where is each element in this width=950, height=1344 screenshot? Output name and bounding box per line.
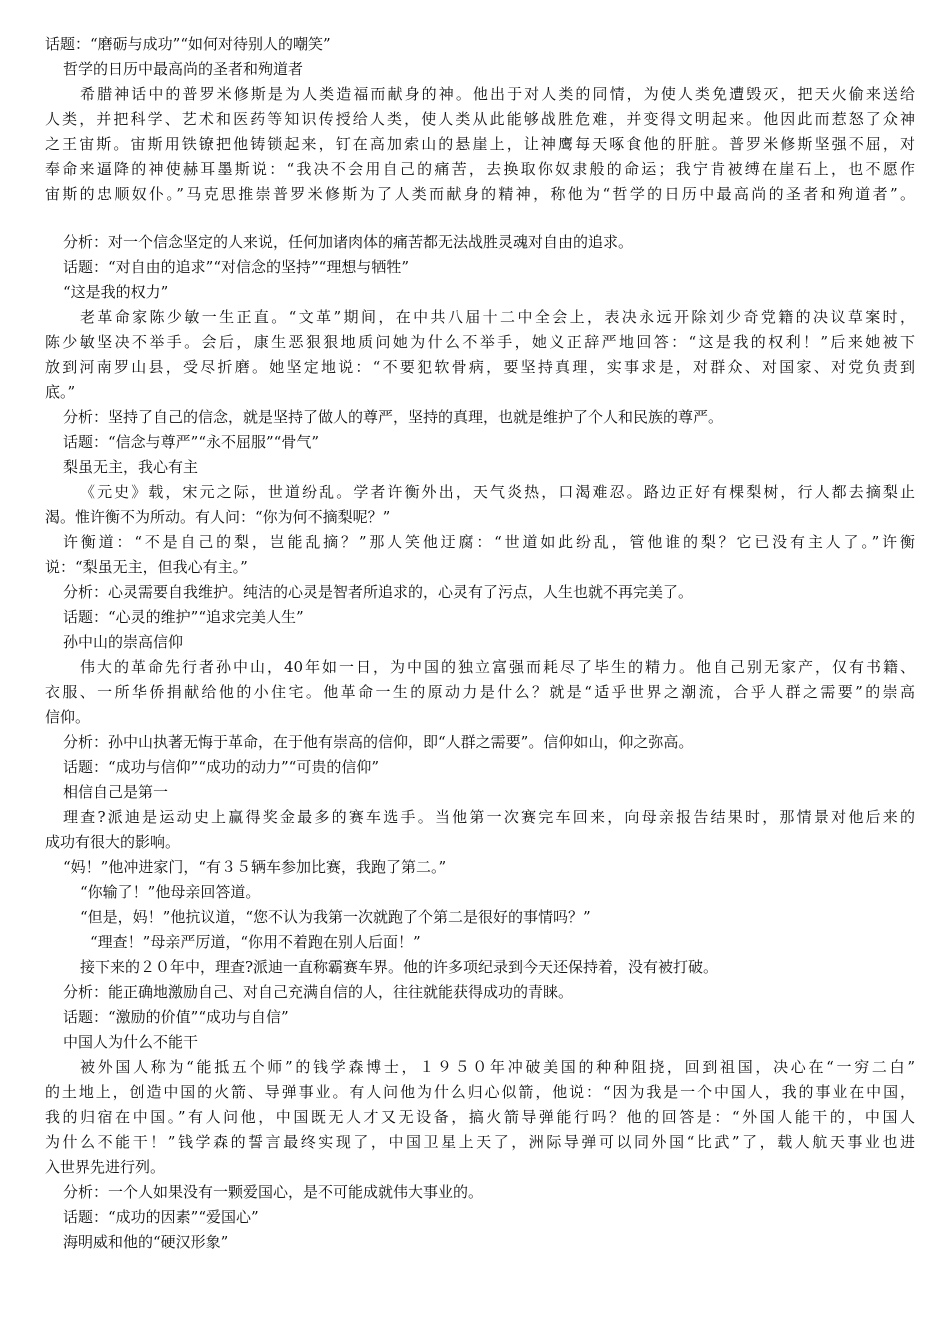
section-heading: 海明威和他的“硬汉形象” xyxy=(63,1233,229,1251)
body-text-line: 成功有很大的影响。 xyxy=(45,833,181,851)
body-text-line: 许衡道：“不是自己的梨，岂能乱摘？”那人笑他迂腐：“世道如此纷乱，管他谁的梨？它已没有主人了。”许衡 xyxy=(63,533,915,551)
section-heading: 梨虽无主，我心有主 xyxy=(63,458,199,476)
body-text-line: 宙斯的忠顺奴仆。”马克思推崇普罗米修斯为了人类而献身的精神，称他为“哲学的日历中最高尚的圣者和殉道者”。 xyxy=(45,185,915,203)
body-text-line: 希腊神话中的普罗米修斯是为人类造福而献身的神。他出于对人类的同情，为使人类免遭毁灭，把天火偷来送给 xyxy=(80,85,915,103)
topic-line: 话题：“成功与信仰”“成功的动力”“可贵的信仰” xyxy=(63,758,380,776)
dialogue-line: “理查！”母亲严厉道，“你用不着跑在别人后面！” xyxy=(90,933,421,951)
topic-line: 话题：“磨砺与成功”“如何对待别人的嘲笑” xyxy=(45,35,331,53)
dialogue-line: “你输了！”他母亲回答道。 xyxy=(80,883,261,901)
analysis-line: 分析：能正确地激励自己、对自己充满自信的人，往往就能获得成功的青睐。 xyxy=(63,983,574,1001)
body-text-line: 信仰。 xyxy=(45,708,91,726)
body-text-line: 老革命家陈少敏一生正直。“文革”期间，在中共八届十二中全会上，表决永远开除刘少奇党籍的决议草案时， xyxy=(80,308,915,326)
section-heading: 中国人为什么不能干 xyxy=(63,1033,199,1051)
dialogue-line: “但是，妈！”他抗议道，“您不认为我第一次就跑了个第二是很好的事情吗？” xyxy=(80,908,591,926)
body-text-line: 衣服、一所华侨捐献给他的小住宅。他革命一生的原动力是什么？就是“适乎世界之潮流，合乎人群之需要”的崇高 xyxy=(45,683,915,701)
body-text-line: 我的归宿在中国。”有人问他，中国既无人才又无设备，搞火箭导弹能行吗？他的回答是：“外国人能干的，中国人 xyxy=(45,1108,915,1126)
body-text-line: 放到河南罗山县，受尽折磨。她坚定地说：“不要犯软骨病，要坚持真理，实事求是，对群众、对国家、对党负责到 xyxy=(45,358,915,376)
analysis-line: 分析：对一个信念坚定的人来说，任何加诸肉体的痛苦都无法战胜灵魂对自由的追求。 xyxy=(63,233,634,251)
body-text-line: 被外国人称为“能抵五个师”的钱学森博士，１９５０年冲破美国的种种阻挠，回到祖国，决心在“一穷二白” xyxy=(80,1058,915,1076)
analysis-line: 分析：孙中山执著无悔于革命，在于他有崇高的信仰，即“人群之需要”。信仰如山，仰之弥高。 xyxy=(63,733,694,751)
body-text-line: 之王宙斯。宙斯用铁镣把他铸锁起来，钉在高加索山的悬崖上，让神鹰每天啄食他的肝脏。普罗米修斯坚强不屈，对 xyxy=(45,135,915,153)
section-heading: “这是我的权力” xyxy=(63,283,169,301)
analysis-line: 分析：坚持了自己的信念，就是坚持了做人的尊严，坚持的真理，也就是维护了个人和民族的尊严。 xyxy=(63,408,724,426)
body-text-line: 为什么不能干！”钱学森的誓言最终实现了，中国卫星上天了，洲际导弹可以同外国“比武”了，载人航天事业也进 xyxy=(45,1133,915,1151)
body-text-line: 入世界先进行列。 xyxy=(45,1158,166,1176)
body-text-line: 人类，并把科学、艺术和医药等知识传授给人类，使人类从此能够战胜危难，并变得文明起来。他因此而惹怒了众神 xyxy=(45,110,915,128)
topic-line: 话题：“对自由的追求”“对信念的坚持”“理想与牺牲” xyxy=(63,258,410,276)
body-text-line: 的土地上，创造中国的火箭、导弹事业。有人问他为什么归心似箭，他说：“因为我是一个中国人，我的事业在中国， xyxy=(45,1083,915,1101)
body-text-line: 底。” xyxy=(45,383,76,401)
section-heading: 哲学的日历中最高尚的圣者和殉道者 xyxy=(63,60,304,78)
body-text-line: 理查?派迪是运动史上赢得奖金最多的赛车选手。当他第一次赛完车回来，向母亲报告结果时，那情景对他后来的 xyxy=(63,808,915,826)
topic-line: 话题：“激励的价值”“成功与自信” xyxy=(63,1008,289,1026)
body-text-line: 接下来的２０年中，理查?派迪一直称霸赛车界。他的许多项纪录到今天还保持着，没有被打破。 xyxy=(80,958,719,976)
body-text-line: 陈少敏坚决不举手。会后，康生恶狠狠地质问她为什么不举手，她义正辞严地回答：“这是我的权利！”后来她被下 xyxy=(45,333,915,351)
dialogue-line: “妈！”他冲进家门，“有３５辆车参加比赛，我跑了第二。” xyxy=(63,858,447,876)
section-heading: 相信自己是第一 xyxy=(63,783,169,801)
topic-line: 话题：“成功的因素”“爱国心” xyxy=(63,1208,259,1226)
body-text-line: 《元史》载，宋元之际，世道纷乱。学者许衡外出，天气炎热，口渴难忍。路边正好有棵梨树，行人都去摘梨止 xyxy=(80,483,915,501)
body-text-line: 说：“梨虽无主，但我心有主。” xyxy=(45,558,248,576)
body-text-line: 伟大的革命先行者孙中山，40年如一日，为中国的独立富强而耗尽了毕生的精力。他自己别无家产，仅有书籍、 xyxy=(80,658,915,676)
topic-line: 话题：“信念与尊严”“永不屈服”“骨气” xyxy=(63,433,320,451)
analysis-line: 分析：心灵需要自我维护。纯洁的心灵是智者所追求的，心灵有了污点，人生也就不再完美了。 xyxy=(63,583,694,601)
section-heading: 孙中山的崇高信仰 xyxy=(63,633,184,651)
topic-line: 话题：“心灵的维护”“追求完美人生” xyxy=(63,608,304,626)
analysis-line: 分析：一个人如果没有一颗爱国心，是不可能成就伟大事业的。 xyxy=(63,1183,484,1201)
body-text-line: 奉命来逼降的神使赫耳墨斯说：“我决不会用自己的痛苦，去换取你奴隶般的命运；我宁肯被缚在崖石上，也不愿作 xyxy=(45,160,915,178)
body-text-line: 渴。惟许衡不为所动。有人问：“你为何不摘梨呢？” xyxy=(45,508,391,526)
